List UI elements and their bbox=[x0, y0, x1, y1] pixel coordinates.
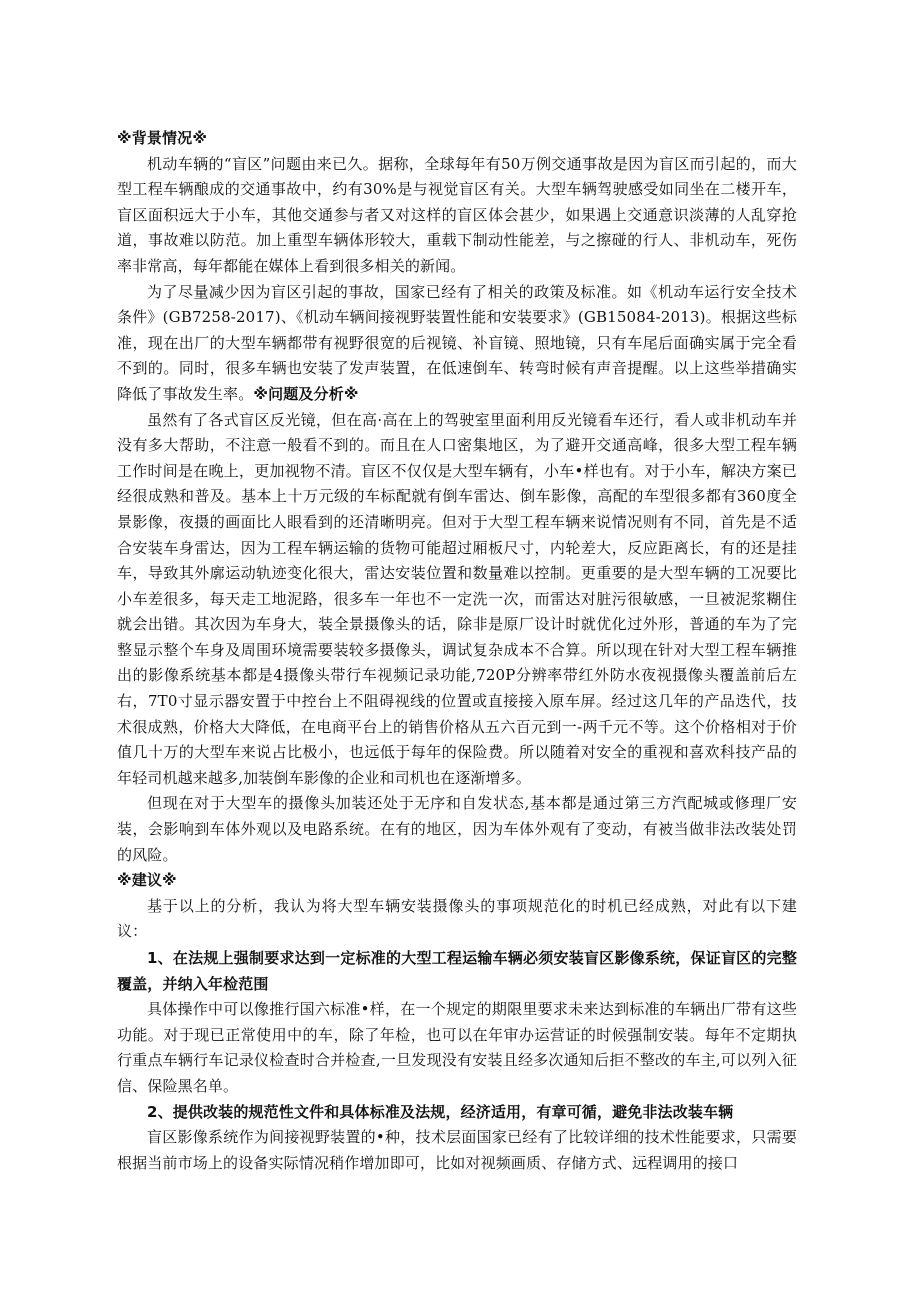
suggestion-2-title: 2、提供改装的规范性文件和具体标准及法规，经济适用，有章可循，避免非法改装车辆 bbox=[147, 1103, 734, 1122]
background-paragraph-1: 机动车辆的“盲区”问题由来已久。据称，全球每年有50万例交通事故是因为盲区而引起的，而大型工程车辆酿成的交通事故中，约有30%是与视觉盲区有关。大型车辆驾驶感受如同坐在二楼开车，盲区面积远大于小车，其他交通参与者又对这样的盲区体会甚少，如果遇上交通意识淡薄的人乱穿抢道，事故难以防范。加上重型车辆体形较大，重载下制动性能差，与之擦碰的行人、非机动车，死伤率非常高，每年都能在媒体上看到很多相关的新闻。 bbox=[117, 154, 797, 275]
document-page bbox=[117, 126, 797, 1177]
section-heading-suggestions: ※建议※ bbox=[117, 871, 177, 890]
background-paragraph-2 bbox=[117, 280, 797, 408]
suggestion-1-title: 1、在法规上强制要求达到一定标准的大型工程运输车辆必须安装盲区影像系统，保证盲区的完整覆盖，并纳入年检范围 bbox=[117, 949, 797, 993]
suggestions-intro: 基于以上的分析，我认为将大型车辆安装摄像头的事项规范化的时机已经成熟，对此有以下建议： bbox=[117, 896, 797, 941]
suggestion-1-body: 具体操作中可以像推行国六标准•样，在一个规定的期限里要求未来达到标准的车辆出厂带有这些功能。对于现已正常使用中的车，除了年检，也可以在年审办运营证的时候强制安装。每年不定期执行重点车辆行车记录仪检查时合并检查,一旦发现没有安装且经多次通知后拒不整改的车主,可以列入征信、保险黑名单。 bbox=[117, 1000, 797, 1095]
section-heading-background: ※背景情况※ bbox=[117, 129, 208, 147]
analysis-paragraph-1: 虽然有了各式盲区反光镜，但在高·高在上的驾驶室里面利用反光镜看车还行，看人或非机动车并没有多大帮助，不注意一般看不到的。而且在人口密集地区，为了避开交通高峰，很多大型工程车辆工作时间是在晚上，更加视物不清。盲区不仅仅是大型车辆有，小车•样也有。对于小车，解决方案已经很成熟和普及。基本上十万元级的车标配就有倒车雷达、倒车影像，高配的车型很多都有360度全景影像，夜摄的画面比人眼看到的还清晰明亮。但对于大型工程车辆来说情况则有不同，首先是不适合安装车身雷达，因为工程车辆运输的货物可能超过厢板尺寸，内轮差大，反应距离长，有的还是挂车，导致其外廓运动轨迹变化很大，雷达安装位置和数量难以控制。更重要的是大型车辆的工况要比小车差很多，每天走工地泥路，很多车一年也不一定洗一次，而雷达对脏污很敏感，一旦被泥浆糊住就会出错。其次因为车身大，装全景摄像头的话，除非是原厂设计时就优化过外形，普通的车为了完整显示整个车身及周围环境需要装较多摄像头，调试复杂成本不合算。所以现在针对大型工程车辆推出的影像系统基本都是4摄像头带行车视频记录功能,720P分辨率带红外防水夜视摄像头覆盖前后左右，7T0寸显示器安置于中控台上不阻碍视线的位置或直接接入原车屏。经过这几年的产品迭代，技术很成熟，价格大大降低，在电商平台上的销售价格从五六百元到一-两千元不等。这个价格相对于价值几十万的大型车来说占比极小，也远低于每年的保险费。所以随着对安全的重视和喜欢科技产品的年轻司机越来越多,加装倒车影像的企业和司机也在逐渐增多。 bbox=[117, 410, 797, 787]
background-paragraph-2-text: 为了尽量减少因为盲区引起的事故，国家已经有了相关的政策及标准。如《机动车运行安全技术条件》(GB7258-2017)、《机动车辆间接视野装置性能和安装要求》(GB15084-2013)。根据这些标准，现在出厂的大型车辆都带有视野很宽的后视镜、补盲镜、照地镜，只有车尾后面确实属于完全看不到的。同时，很多车辆也安装了发声装置，在低速倒车、转弯时候有声音提醒。以上这些举措确实降低了事故发生率。 bbox=[117, 282, 797, 403]
section-heading-analysis: ※问题及分析※ bbox=[253, 384, 359, 403]
analysis-paragraph-2: 但现在对于大型车的摄像头加装还处于无序和自发状态,基本都是通过第三方汽配城或修理厂安装，会影响到车体外观以及电路系统。在有的地区，因为车体外观有了变动，有被当做非法改装处罚的风险。 bbox=[117, 794, 797, 864]
suggestion-2-body: 盲区影像系统作为间接视野装置的•种，技术层面国家已经有了比较详细的技术性能要求，只需要根据当前市场上的设备实际情况稍作增加即可，比如对视频画质、存储方式、远程调用的接口 bbox=[117, 1128, 797, 1172]
